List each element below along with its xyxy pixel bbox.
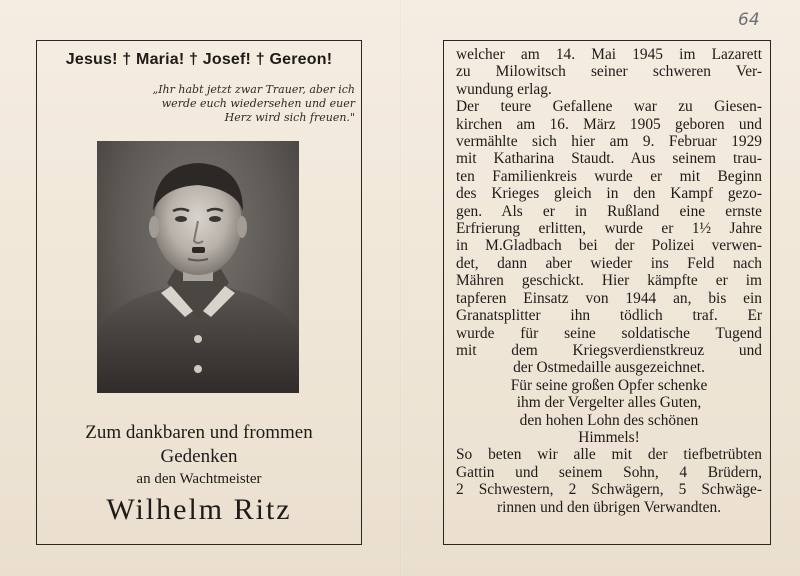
closing-line: Gattin und seinem Sohn, 4 Brüdern, bbox=[456, 463, 762, 481]
bio-line: Erfrierung erlitten, wurde er 1½ Jahre bbox=[456, 220, 762, 238]
bio-line: gen. Als er in Rußland eine ernste bbox=[456, 202, 762, 220]
bio-line: des Krieges gleich in den Kampf gezo- bbox=[456, 185, 762, 203]
quote-line: Herz wird sich freuen." bbox=[224, 111, 355, 124]
prayer-line: ihm der Vergelter alles Guten, bbox=[516, 394, 702, 412]
bio-line: in M.Gladbach bei der Polizei verwen- bbox=[456, 237, 762, 255]
bio-line: Granatsplitter ihn tödlich traf. Er bbox=[456, 307, 762, 325]
dedication-line: Gedenken bbox=[160, 446, 238, 467]
portrait-illustration bbox=[97, 141, 299, 393]
bio-line: mit Katharina Staudt. Aus seinem trau- bbox=[456, 150, 762, 168]
prayer-line: Himmels! bbox=[578, 428, 640, 446]
quote-line: „Ihr habt jetzt zwar Trauer, aber ich bbox=[152, 83, 355, 96]
bio-line: Mähren geschickt. Hier kämpfte er im bbox=[456, 272, 762, 290]
prayer-line: Für seine großen Opfer schenke bbox=[510, 376, 708, 394]
bio-line: kirchen am 16. März 1905 geboren und bbox=[456, 115, 762, 133]
bio-line: wurde für seine soldatische Tugend bbox=[456, 324, 762, 342]
closing-line: rinnen und den übrigen Verwandten. bbox=[496, 498, 722, 516]
bio-line: zu Milowitsch seiner schweren Ver- bbox=[456, 63, 762, 81]
card-fold bbox=[400, 0, 402, 576]
dedication bbox=[37, 421, 361, 529]
right-panel bbox=[443, 40, 771, 545]
deceased-name: Wilhelm Ritz bbox=[106, 493, 292, 526]
biography-text bbox=[456, 46, 762, 516]
bio-line: Der teure Gefallene war zu Giesen- bbox=[456, 98, 762, 116]
bio-line: welcher am 14. Mai 1945 im Lazarett bbox=[456, 46, 762, 63]
scripture-quote bbox=[83, 83, 355, 125]
bio-line: der Ostmedaille ausgezeichnet. bbox=[513, 359, 705, 377]
prayer-line: den hohen Lohn des schönen bbox=[519, 411, 699, 429]
closing-line: So beten wir alle mit der tiefbetrübten bbox=[456, 446, 762, 464]
dedication-line: Zum dankbaren und frommen bbox=[85, 422, 313, 443]
bio-line: mit dem Kriegsverdienstkreuz und bbox=[456, 341, 762, 359]
dedication-rank: an den Wachtmeister bbox=[136, 471, 262, 487]
closing-line: 2 Schwestern, 2 Schwägern, 5 Schwäge- bbox=[456, 481, 762, 499]
archive-number: 64 bbox=[738, 10, 760, 30]
bio-line: ten Familienkreis wurde er mit Beginn bbox=[456, 167, 762, 185]
invocation-heading: Jesus! † Maria! † Josef! † Gereon! bbox=[65, 51, 333, 68]
portrait-photo bbox=[97, 141, 299, 393]
bio-line: det, dann aber wieder ins Feld nach bbox=[456, 254, 762, 272]
left-panel bbox=[36, 40, 362, 545]
bio-line: tapferen Einsatz von 1944 an, bis ein bbox=[456, 289, 762, 307]
quote-line: werde euch wiedersehen und euer bbox=[161, 97, 355, 110]
bio-line: vermählte sich hier am 9. Februar 1929 bbox=[456, 133, 762, 151]
bio-line: wundung erlag. bbox=[456, 80, 552, 98]
